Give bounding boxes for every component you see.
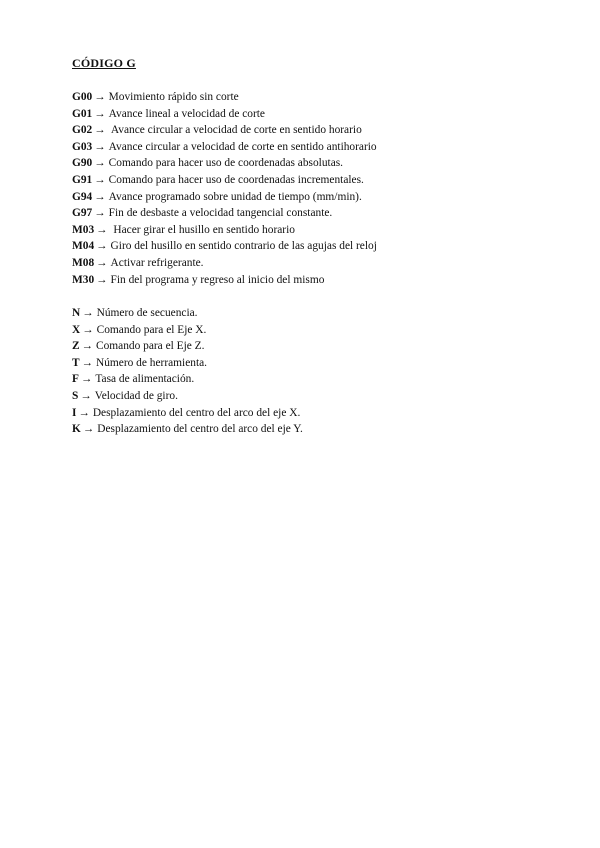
- code-label: N: [72, 307, 81, 319]
- arrow-icon: →: [94, 124, 106, 137]
- code-label: G91: [72, 173, 93, 186]
- arrow-icon: →: [94, 190, 106, 203]
- arrow-icon: →: [94, 173, 106, 186]
- arrow-icon: →: [94, 107, 106, 120]
- code-label: S: [72, 389, 79, 402]
- arrow-icon: →: [80, 389, 92, 402]
- code-label: M04: [72, 240, 95, 253]
- list-item: [72, 89, 377, 106]
- list-item: [72, 139, 377, 156]
- code-description: Número de secuencia.: [96, 307, 198, 319]
- code-description: Comando para el Eje X.: [96, 323, 207, 336]
- list-item: [72, 305, 303, 322]
- arrow-icon: →: [94, 140, 106, 153]
- code-label: G97: [72, 207, 93, 220]
- code-description: Giro del husillo en sentido contrario de las agujas del reloj: [110, 240, 377, 253]
- code-description: Avance circular a velocidad de corte en sentido antihorario: [108, 140, 377, 153]
- arrow-icon: →: [94, 157, 106, 170]
- code-label: M30: [72, 273, 95, 286]
- code-label: K: [72, 423, 81, 436]
- list-item: [72, 172, 377, 189]
- code-description: Desplazamiento del centro del arco del eje X.: [92, 406, 301, 419]
- list-item: [72, 371, 303, 388]
- code-label: G03: [72, 140, 93, 153]
- code-description: Movimiento rápido sin corte: [108, 91, 239, 103]
- list-item: [72, 388, 303, 405]
- code-label: G02: [72, 124, 93, 137]
- list-item: [72, 322, 303, 339]
- list-item: [72, 222, 377, 239]
- code-label: G90: [72, 157, 93, 170]
- code-label: M08: [72, 256, 95, 269]
- code-description: Fin del programa y regreso al inicio del mismo: [110, 273, 325, 286]
- list-item: [72, 205, 377, 222]
- arrow-icon: →: [78, 406, 90, 419]
- list-item: [72, 421, 303, 438]
- list-item: [72, 238, 377, 255]
- arrow-icon: →: [82, 323, 94, 336]
- code-description: Número de herramienta.: [96, 356, 208, 369]
- arrow-icon: →: [80, 373, 93, 386]
- code-description: Comando para hacer uso de coordenadas absolutas.: [108, 157, 344, 170]
- arrow-icon: →: [94, 207, 106, 220]
- arrow-icon: →: [82, 423, 95, 436]
- code-description: Avance programado sobre unidad de tiempo (mm/min).: [108, 190, 362, 203]
- code-description: Comando para hacer uso de coordenadas incrementales.: [108, 173, 364, 186]
- arrow-icon: →: [96, 240, 108, 253]
- code-label: G01: [72, 107, 93, 120]
- list-item: [72, 122, 377, 139]
- code-label: M03: [72, 223, 95, 236]
- code-description: Hacer girar el husillo en sentido horario: [110, 223, 295, 236]
- g-code-list: [72, 89, 377, 288]
- list-item: [72, 355, 303, 372]
- code-label: F: [72, 373, 79, 386]
- list-item: [72, 255, 377, 272]
- code-description: Fin de desbaste a velocidad tangencial constante.: [108, 207, 333, 220]
- page-title: CÓDIGO G: [72, 56, 136, 70]
- code-label: I: [72, 406, 77, 419]
- code-description: Comando para el Eje Z.: [96, 340, 205, 353]
- list-item: [72, 106, 377, 123]
- code-description: Tasa de alimentación.: [95, 373, 195, 386]
- code-description: Desplazamiento del centro del arco del eje Y.: [97, 423, 303, 436]
- arrow-icon: →: [81, 356, 93, 369]
- arrow-icon: →: [81, 340, 93, 353]
- arrow-icon: →: [96, 223, 108, 236]
- code-description: Velocidad de giro.: [94, 389, 178, 402]
- code-label: Z: [72, 340, 80, 353]
- code-label: X: [72, 323, 81, 336]
- list-item: [72, 338, 303, 355]
- code-description: Avance lineal a velocidad de corte: [108, 107, 265, 120]
- arrow-icon: →: [82, 307, 94, 319]
- code-description: Activar refrigerante.: [110, 256, 204, 269]
- arrow-icon: →: [96, 273, 108, 286]
- list-item: [72, 272, 377, 289]
- code-label: G94: [72, 190, 93, 203]
- arrow-icon: →: [96, 256, 108, 269]
- arrow-icon: →: [94, 91, 106, 103]
- list-item: [72, 155, 377, 172]
- code-label: G00: [72, 91, 93, 103]
- list-item: [72, 405, 303, 422]
- address-list: [72, 305, 303, 438]
- code-label: T: [72, 356, 80, 369]
- list-item: [72, 189, 377, 206]
- code-description: Avance circular a velocidad de corte en sentido horario: [108, 124, 362, 137]
